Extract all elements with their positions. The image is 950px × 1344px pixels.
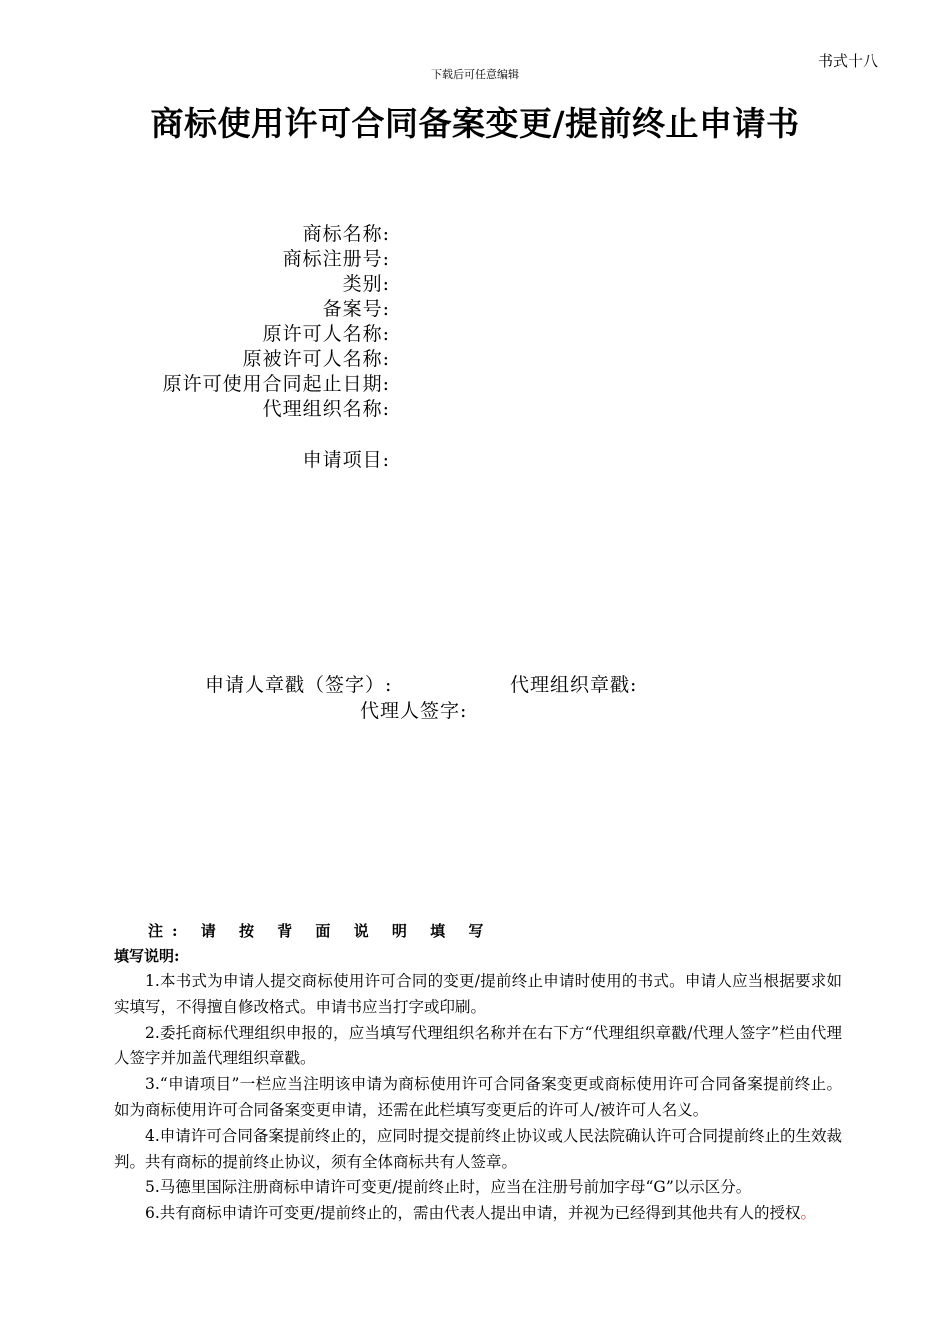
instructions [114, 969, 842, 1227]
instruction-item: 4.申请许可合同备案提前终止的，应同时提交提前终止协议或人民法院确认许可合同提前终止的生效裁判。共有商标的提前终止协议，须有全体商标共有人签章。 [114, 1126, 842, 1171]
fill-note: 注: 请 按 背 面 说 明 填 写 [148, 922, 493, 940]
agency-seal-label: 代理组织章戳: [510, 674, 638, 696]
field-contract-period: 原许可使用合同起止日期: [162, 373, 390, 395]
instruction-item: 2.委托商标代理组织申报的，应当填写代理组织名称并在右下方“代理组织章戳/代理人签字”栏由代理人签字并加盖代理组织章戳。 [114, 1023, 842, 1068]
instructions-title: 填写说明: [114, 947, 180, 965]
instruction-item: 1.本书式为申请人提交商标使用许可合同的变更/提前终止申请时使用的书式。申请人应当根据要求如实填写，不得擅自修改格式。申请书应当打字或印刷。 [114, 972, 842, 1016]
field-original-licensor: 原许可人名称: [262, 323, 390, 345]
field-apply-item: 申请项目: [302, 449, 390, 471]
end-mark: 。 [800, 1204, 817, 1223]
application-fields [100, 222, 390, 473]
field-agency-name: 代理组织名称: [262, 398, 390, 420]
instruction-item [114, 1201, 842, 1227]
applicant-seal-label: 申请人章戳（签字）: [205, 674, 393, 696]
instruction-item: 5.马德里国际注册商标申请许可变更/提前终止时，应当在注册号前加字母“G”以示区分。 [145, 1178, 752, 1197]
field-original-licensee: 原被许可人名称: [242, 348, 390, 370]
form-code: 书式十八 [818, 52, 879, 70]
field-class: 类别: [342, 273, 390, 295]
instruction-item: 3.“申请项目”一栏应当注明该申请为商标使用许可合同备案变更或商标使用许可合同备案提前终止。如为商标使用许可合同备案变更申请，还需在此栏填写变更后的许可人/被许可人名义。 [114, 1075, 842, 1119]
editable-note: 下载后可任意编辑 [431, 68, 519, 81]
agent-sign-label: 代理人签字: [360, 700, 468, 722]
field-filing-number: 备案号: [322, 298, 390, 320]
page-title: 商标使用许可合同备案变更/提前终止申请书 [150, 104, 800, 143]
field-trademark-name: 商标名称: [302, 223, 390, 245]
instruction-text: 6.共有商标申请许可变更/提前终止的，需由代表人提出申请，并视为已经得到其他共有人的授权 [145, 1204, 801, 1223]
field-registration-number: 商标注册号: [282, 248, 390, 270]
